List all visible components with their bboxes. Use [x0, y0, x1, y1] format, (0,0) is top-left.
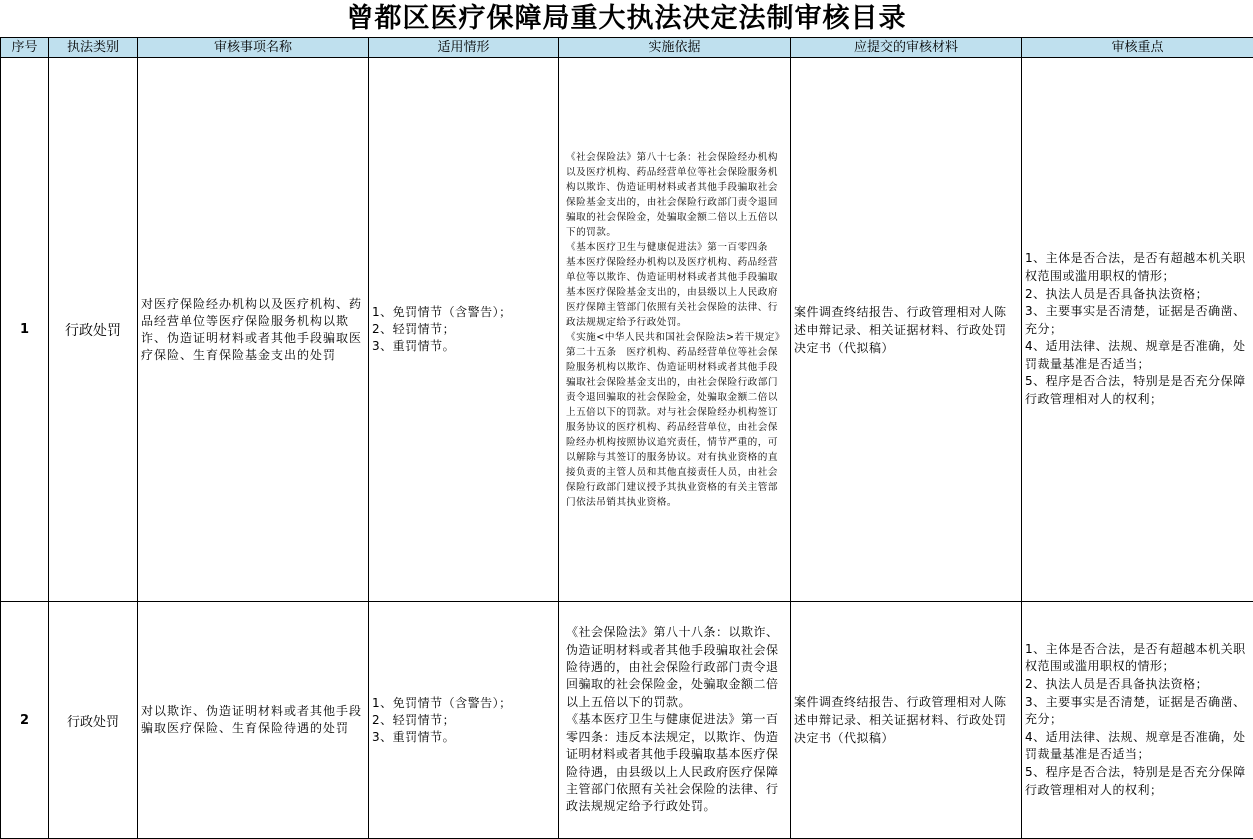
page-title: 曾都区医疗保障局重大执法决定法制审核目录	[346, 3, 907, 34]
header-basis: 实施依据	[559, 38, 791, 58]
row-keypoints: 1、主体是否合法，是否有超越本机关职权范围或滥用职权的情形； 2、执法人员是否具备执法资格； 3、主要事实是否清楚，证据是否确凿、充分； 4、适用法律、法规、规章是否准确，处罚裁量基准是否适当； 5、程序是否合法，特别是是否充分保障行政管理相对人的权利；	[1022, 602, 1253, 839]
header-materials: 应提交的审核材料	[791, 38, 1022, 58]
row-category: 行政处罚	[49, 58, 138, 602]
row-item-name: 对以欺诈、伪造证明材料或者其他手段骗取医疗保险、生育保险待遇的处罚	[138, 602, 369, 839]
table-row	[1, 58, 1253, 602]
header-keypoints: 审核重点	[1022, 38, 1253, 58]
row-situations	[369, 58, 559, 602]
row-situations	[369, 602, 559, 839]
row-keypoints: 1、主体是否合法，是否有超越本机关职权范围或滥用职权的情形； 2、执法人员是否具备执法资格； 3、主要事实是否清楚，证据是否确凿、充分； 4、适用法律、法规、规章是否准确，处罚裁量基准是否适当； 5、程序是否合法，特别是是否充分保障行政管理相对人的权利；	[1022, 58, 1253, 602]
header-row	[1, 38, 1253, 58]
row-number: 1	[1, 58, 49, 602]
basis-text: 《社会保险法》第八十八条：以欺诈、伪造证明材料或者其他手段骗取社会保险待遇的，由社会保险行政部门责令退回骗取的社会保险金，处骗取金额二倍以上五倍以下的罚款。 《基本医疗卫生与健康促进法》第一百零四条：违反本法规定，以欺诈、伪造证明材料或者其他手段骗取基本医疗保险待遇，由县级以上人民政府医疗保障主管部门依照有关社会保险的法律、行政法规规定给予行政处罚。	[566, 625, 779, 814]
header-situations: 适用情形	[369, 38, 559, 58]
row-category: 行政处罚	[49, 602, 138, 839]
row-basis	[559, 58, 791, 602]
row-materials: 案件调查终结报告、行政管理相对人陈述申辩记录、相关证据材料、行政处罚决定书（代拟稿）	[791, 58, 1022, 602]
situation-item: 2、轻罚情节；	[372, 322, 456, 336]
table-row	[1, 602, 1253, 839]
row-materials: 案件调查终结报告、行政管理相对人陈述申辩记录、相关证据材料、行政处罚决定书（代拟稿）	[791, 602, 1022, 839]
review-catalog-table	[0, 37, 1253, 839]
situation-item: 1、免罚情节（含警告）；	[372, 695, 512, 710]
situation-item: 1、免罚情节（含警告）；	[372, 305, 512, 319]
situation-item: 3、重罚情节。	[372, 339, 456, 353]
row-item-name: 对医疗保险经办机构以及医疗机构、药品经营单位等医疗保险服务机构以欺诈、伪造证明材料或者其他手段骗取医疗保险、生育保险基金支出的处罚	[138, 58, 369, 602]
basis-text: 《社会保险法》第八十七条：社会保险经办机构以及医疗机构、药品经营单位等社会保险服务机构以欺诈、伪造证明材料或者其他手段骗取社会保险基金支出的，由社会保险行政部门责令退回骗取的社会保险金，处骗取金额二倍以上五倍以下的罚款。 《基本医疗卫生与健康促进法》第一百零四条 基本医疗保险经办机构以及医疗机构、药品经营单位等以欺诈、伪造证明材料或者其他手段骗取基本医疗保险基金支出的，由县级以上人民政府医疗保障主管部门依照有关社会保险的法律、行政法规规定给予行政处罚。 《实施<中华人民共和国社会保险法>若干规定》第二十五条 医疗机构、药品经营单位等社会保险服务机构以欺诈、伪造证明材料或者其他手段骗取社会保险基金支出的，由社会保险行政部门责令退回骗取的社会保险金，处骗取金额二倍以上五倍以下的罚款。对与社会保险经办机构签订服务协议的医疗机构、药品经营单位，由社会保险经办机构按照协议追究责任，情节严重的，可以解除与其签订的服务协议。对有执业资格的直接负责的主管人员和其他直接责任人员，由社会保险行政部门建议授予其执业资格的有关主管部门依法吊销其执业资格。	[566, 151, 781, 508]
situation-item: 3、重罚情节。	[372, 729, 456, 744]
situation-item: 2、轻罚情节；	[372, 712, 456, 727]
row-basis	[559, 602, 791, 839]
header-category: 执法类别	[49, 38, 138, 58]
header-no: 序号	[1, 38, 49, 58]
header-item-name: 审核事项名称	[138, 38, 369, 58]
row-number: 2	[1, 602, 49, 839]
